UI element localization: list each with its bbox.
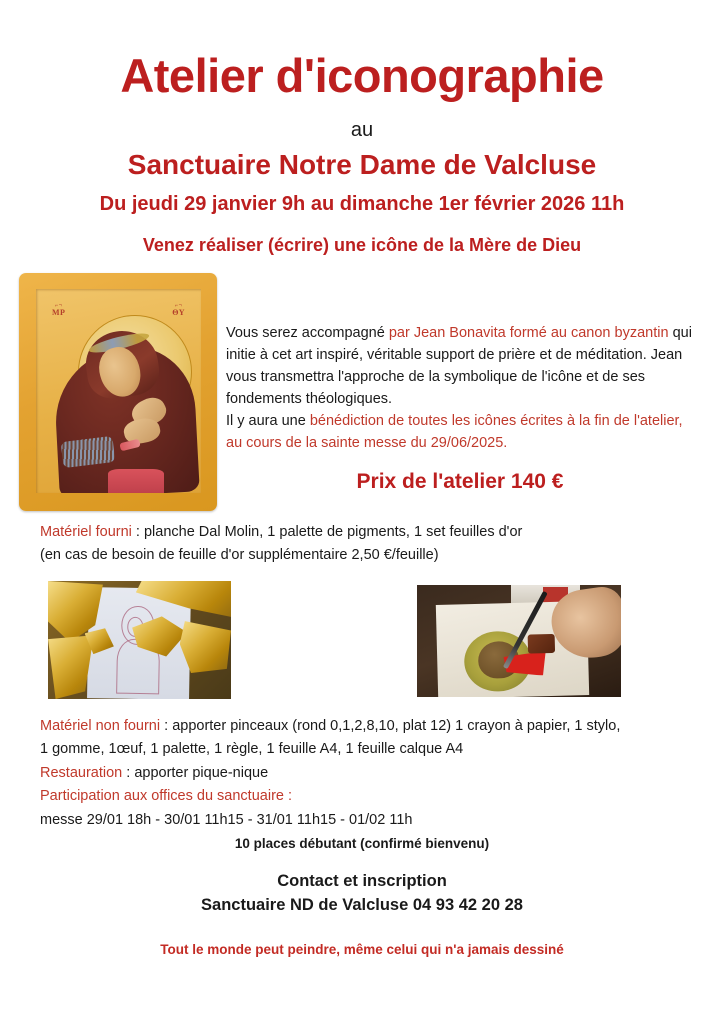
description-part-3: Il y aura une [226, 413, 310, 430]
materials-provided-block [40, 521, 690, 568]
contact-heading: Contact et inscription [277, 872, 447, 890]
offices-schedule: messe 29/01 18h - 30/01 11h15 - 31/01 11h15 - 01/02 11h [40, 811, 413, 828]
materials-provided-note: (en cas de besoin de feuille d'or supplémentaire 2,50 €/feuille) [40, 547, 439, 564]
restauration-separator: : [122, 764, 135, 781]
title-connector: au [350, 119, 374, 141]
offices-line [40, 785, 700, 808]
logistics-block [40, 715, 700, 832]
description-accent-1: par Jean Bonavita formé au canon byzantin [388, 325, 669, 341]
materials-provided-label: Matériel fourni [40, 524, 132, 540]
workshop-price: Prix de l'atelier 140 € [356, 470, 564, 493]
contact-details: Sanctuaire ND de Valcluse 04 93 42 20 28 [201, 895, 523, 914]
footer-tagline: Tout le monde peut peindre, même celui qui n'a jamais dessiné [160, 942, 564, 957]
page-title: Atelier d'iconographie [120, 49, 604, 102]
offices-separator: : [283, 788, 293, 805]
inner-robe-shape [108, 469, 164, 493]
description-part-2: qui initie à cet art inspiré, véritable support de prière et de méditation. Jean vous transmettra l'approche de la symbolique de l'icône et de ses fondements théologiques. [226, 325, 692, 408]
restauration-value: apporter pique-nique [134, 764, 269, 781]
header-tagline: Venez réaliser (écrire) une icône de la Mère de Dieu [142, 235, 582, 255]
photo-painting-in-progress [417, 585, 621, 697]
description-part-1: Vous serez accompagné [226, 325, 389, 341]
photo-gold-leaf-application [48, 581, 231, 699]
contact-block [0, 870, 724, 918]
restauration-line [40, 762, 700, 785]
description-paragraph [226, 322, 694, 454]
icon-panel [36, 289, 201, 493]
materials-provided-line [40, 521, 690, 544]
pigment-palette-shape [528, 634, 556, 654]
materials-provided-value: planche Dal Molin, 1 palette de pigments, 1 set feuilles d'or [143, 524, 523, 540]
icon-inscription-left: ⌐¬ ΜΡ [52, 303, 66, 317]
materials-not-provided-separator: : [160, 718, 173, 734]
materials-not-provided-label: Matériel non fourni [40, 718, 161, 734]
venue-name: Sanctuaire Notre Dame de Valcluse [127, 149, 597, 180]
icon-image-theotokos [19, 273, 217, 511]
description-accent-2: bénédiction de toutes les icônes écrites à la fin de l'atelier, au cours de la sainte messe du 29/06/2025. [226, 413, 683, 452]
materials-not-provided-value-1: apporter pinceaux (rond 0,1,2,8,10, plat 12) 1 crayon à papier, 1 stylo, [172, 718, 621, 734]
offices-label: Participation aux offices du sanctuaire [40, 788, 284, 805]
restauration-label: Restauration [40, 764, 123, 781]
materials-not-provided-value-2: 1 gomme, 1œuf, 1 palette, 1 règle, 1 feuille A4, 1 feuille calque A4 [40, 741, 464, 758]
places-availability: 10 places débutant (confirmé bienvenu) [234, 836, 490, 851]
event-dates: Du jeudi 29 janvier 9h au dimanche 1er février 2026 11h [99, 193, 625, 215]
materials-provided-separator: : [131, 524, 144, 540]
materials-not-provided-line [40, 715, 700, 738]
icon-inscription-right: ⌐¬ ΘΥ [172, 303, 185, 317]
